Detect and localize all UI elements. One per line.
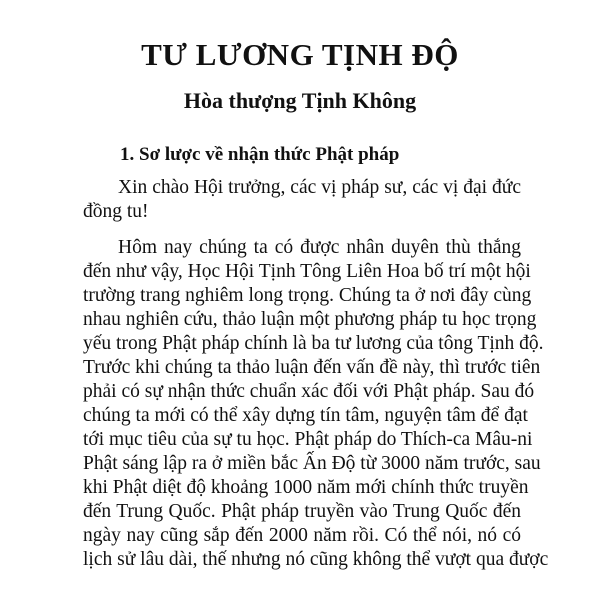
paragraph-line: Trước khi chúng ta thảo luận đến vấn đề này, thì trước tiên [83, 357, 541, 378]
paragraph-line: nhau nghiên cứu, thảo luận một phương pháp tu học trọng [83, 309, 537, 330]
paragraph-line: khi Phật diệt độ khoảng 1000 năm mới chính thức truyền [83, 477, 529, 498]
paragraph-line: Hôm nay chúng ta có được nhân duyên thù thắng [118, 237, 521, 258]
paragraph-line: ngày nay cũng sắp đến 2000 năm rồi. Có thể nói, nó có [83, 525, 521, 546]
paragraph-line: trường trang nghiêm long trọng. Chúng ta ở nơi đây cùng [83, 285, 532, 306]
section-heading: 1. Sơ lược về nhận thức Phật pháp [120, 144, 400, 165]
paragraph-line: yếu trong Phật pháp chính là ba tư lương của tông Tịnh độ. [83, 333, 544, 354]
document-title: TƯ LƯƠNG TỊNH ĐỘ [141, 37, 459, 72]
paragraph-line: lịch sử lâu dài, thế nhưng nó cũng không thể vượt qua được [83, 549, 549, 570]
paragraph-line: chúng ta mới có thể xây dựng tín tâm, nguyện tâm để đạt [83, 405, 528, 426]
author-name: Hòa thượng Tịnh Không [183, 88, 417, 113]
paragraph-line: đến như vậy, Học Hội Tịnh Tông Liên Hoa bố trí một hội [83, 261, 531, 282]
paragraph-line: Xin chào Hội trưởng, các vị pháp sư, các vị đại đức [118, 177, 521, 198]
paragraph-line: phải có sự nhận thức chuẩn xác đối với Phật pháp. Sau đó [83, 381, 535, 402]
paragraph-line: Phật sáng lập ra ở miền bắc Ấn Độ từ 3000 năm trước, sau [83, 453, 541, 474]
paragraph-line: đến Trung Quốc. Phật pháp truyền vào Trung Quốc đến [83, 501, 521, 522]
paragraph-line: đồng tu! [83, 201, 149, 222]
paragraph-line: tới mục tiêu của sự tu học. Phật pháp do Thích-ca Mâu-ni [83, 429, 533, 450]
